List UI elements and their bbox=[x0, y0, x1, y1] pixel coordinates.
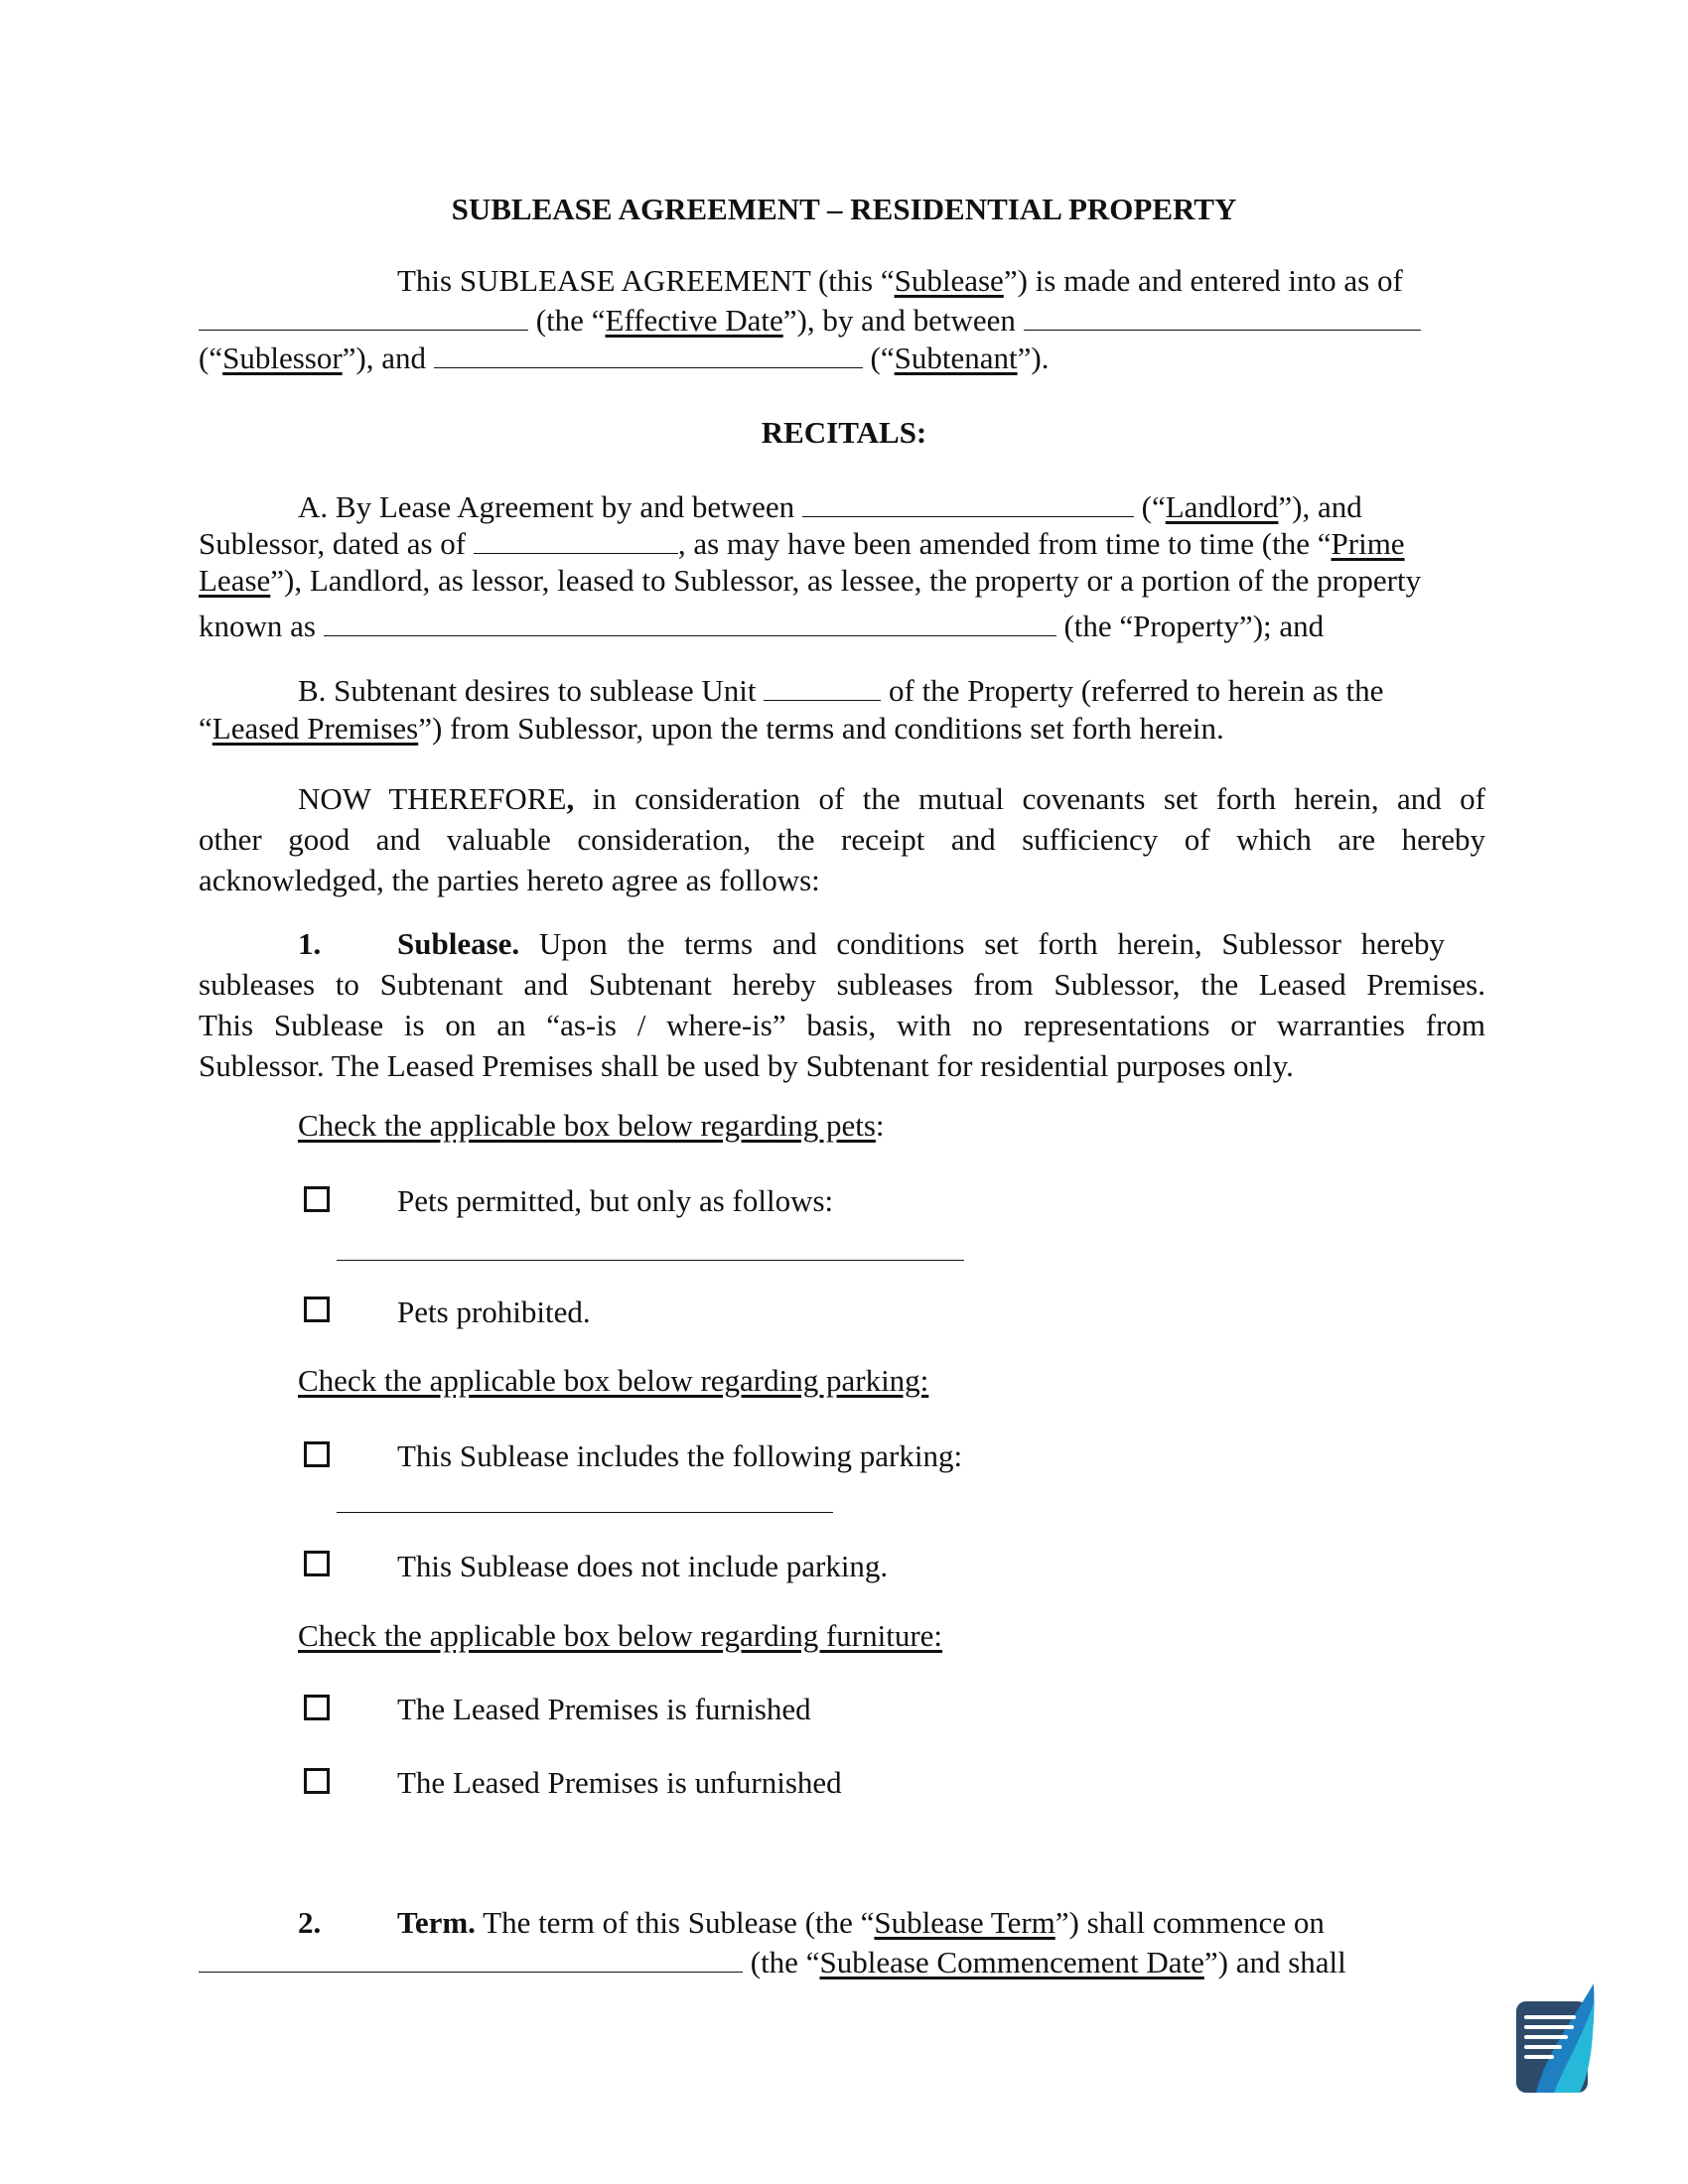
term-prime: Prime bbox=[1331, 526, 1405, 561]
furnished-label: The Leased Premises is furnished bbox=[397, 1692, 811, 1726]
term-sublessor: Sublessor bbox=[222, 341, 343, 375]
unfurnished-label: The Leased Premises is unfurnished bbox=[397, 1765, 842, 1800]
furnished-checkbox[interactable] bbox=[304, 1695, 330, 1720]
section-1-line-3: This Sublease is on an “as-is / where-is” basis, with no representations or warranties from bbox=[199, 1008, 1485, 1042]
section-1-paragraph bbox=[199, 923, 1485, 1086]
property-address-blank[interactable] bbox=[324, 606, 1056, 636]
recital-a-line-2: Sublessor, dated as of , as may have been amended from time to time (the “Prime bbox=[199, 523, 1405, 564]
document-title: SUBLEASE AGREEMENT – RESIDENTIAL PROPERTY bbox=[451, 192, 1237, 226]
effective-date-blank[interactable] bbox=[199, 300, 528, 331]
parking-details-line[interactable] bbox=[337, 1512, 833, 1513]
term-landlord: Landlord bbox=[1165, 489, 1279, 524]
pets-prohibited-checkbox[interactable] bbox=[304, 1297, 330, 1322]
term-sublease: Sublease bbox=[894, 263, 1004, 298]
parking-included-label: This Sublease includes the following parking: bbox=[397, 1438, 963, 1473]
term-leased-premises: Leased Premises bbox=[211, 711, 419, 746]
now-therefore-paragraph bbox=[199, 778, 1485, 900]
pets-details-line[interactable] bbox=[337, 1260, 964, 1261]
section-1-line-4: Sublessor. The Leased Premises shall be used by Subtenant for residential purposes only. bbox=[199, 1048, 1294, 1083]
intro-line-1: This SUBLEASE AGREEMENT (this “Sublease”) is made and entered into as of bbox=[397, 263, 1403, 298]
term-lease: Lease bbox=[199, 563, 271, 598]
parking-not-included-checkbox[interactable] bbox=[304, 1551, 330, 1576]
term-sublease-term: Sublease Term bbox=[874, 1905, 1055, 1940]
document-leaf-logo-icon bbox=[1516, 1983, 1596, 2098]
section-1-heading: Sublease. bbox=[397, 926, 520, 961]
lease-date-blank[interactable] bbox=[474, 523, 678, 554]
term-effective-date: Effective Date bbox=[605, 303, 783, 338]
section-1-number: 1. bbox=[298, 926, 322, 961]
intro-line-3: (“Sublessor”), and (“Subtenant”). bbox=[199, 338, 1049, 378]
subtenant-name-blank[interactable] bbox=[434, 338, 863, 368]
parking-heading: Check the applicable box below regarding parking: bbox=[298, 1363, 929, 1398]
recital-a-line-3: Lease”), Landlord, as lessor, leased to Sublessor, as lessee, the property or a portion of the property bbox=[199, 563, 1422, 598]
commencement-date-blank[interactable] bbox=[199, 1942, 743, 1973]
section-1-line-2: subleases to Subtenant and Subtenant hereby subleases from Sublessor, the Leased Premises. bbox=[199, 967, 1485, 1002]
unit-number-blank[interactable] bbox=[764, 670, 881, 701]
parking-included-checkbox[interactable] bbox=[304, 1441, 330, 1467]
section-2-number: 2. bbox=[298, 1905, 322, 1940]
now-therefore-line-1: NOW THEREFORE, in consideration of the mutual covenants set forth herein, and of bbox=[298, 781, 1485, 816]
recital-a-line-4: known as (the “Property”); and bbox=[199, 606, 1324, 646]
pets-permitted-checkbox[interactable] bbox=[304, 1186, 330, 1212]
now-therefore-line-3: acknowledged, the parties hereto agree as follows: bbox=[199, 863, 820, 897]
recital-b-line-1: B. Subtenant desires to sublease Unit of the Property (referred to herein as the bbox=[298, 670, 1383, 711]
section-2-heading: Term. bbox=[397, 1905, 476, 1940]
now-therefore-line-2: other good and valuable consideration, the receipt and sufficiency of which are hereby bbox=[199, 822, 1485, 857]
sublessor-name-blank[interactable] bbox=[1024, 300, 1421, 331]
furniture-heading: Check the applicable box below regarding furniture: bbox=[298, 1618, 943, 1653]
term-sublease-commencement-date: Sublease Commencement Date bbox=[819, 1945, 1204, 1979]
pets-heading: Check the applicable box below regarding pets: bbox=[298, 1108, 885, 1143]
term-subtenant: Subtenant bbox=[894, 341, 1018, 375]
parking-not-included-label: This Sublease does not include parking. bbox=[397, 1549, 889, 1583]
landlord-name-blank[interactable] bbox=[802, 486, 1134, 517]
section-1-line-1: 1. Sublease. Upon the terms and conditions set forth herein, Sublessor hereby bbox=[199, 923, 1485, 964]
section-2-line-1: 2. Term. The term of this Sublease (the “Sublease Term”) shall commence on bbox=[298, 1903, 1325, 1943]
pets-prohibited-label: Pets prohibited. bbox=[397, 1295, 591, 1329]
recital-b-line-2: “Leased Premises”) from Sublessor, upon the terms and conditions set forth herein. bbox=[199, 711, 1224, 746]
unfurnished-checkbox[interactable] bbox=[304, 1768, 330, 1794]
pets-permitted-label: Pets permitted, but only as follows: bbox=[397, 1183, 834, 1218]
recital-a-line-1: A. By Lease Agreement by and between (“Landlord”), and bbox=[298, 486, 1362, 527]
intro-line-2: (the “Effective Date”), by and between bbox=[199, 300, 1421, 341]
section-2-line-2: (the “Sublease Commencement Date”) and shall bbox=[199, 1942, 1346, 1982]
recitals-heading: RECITALS: bbox=[761, 415, 927, 450]
